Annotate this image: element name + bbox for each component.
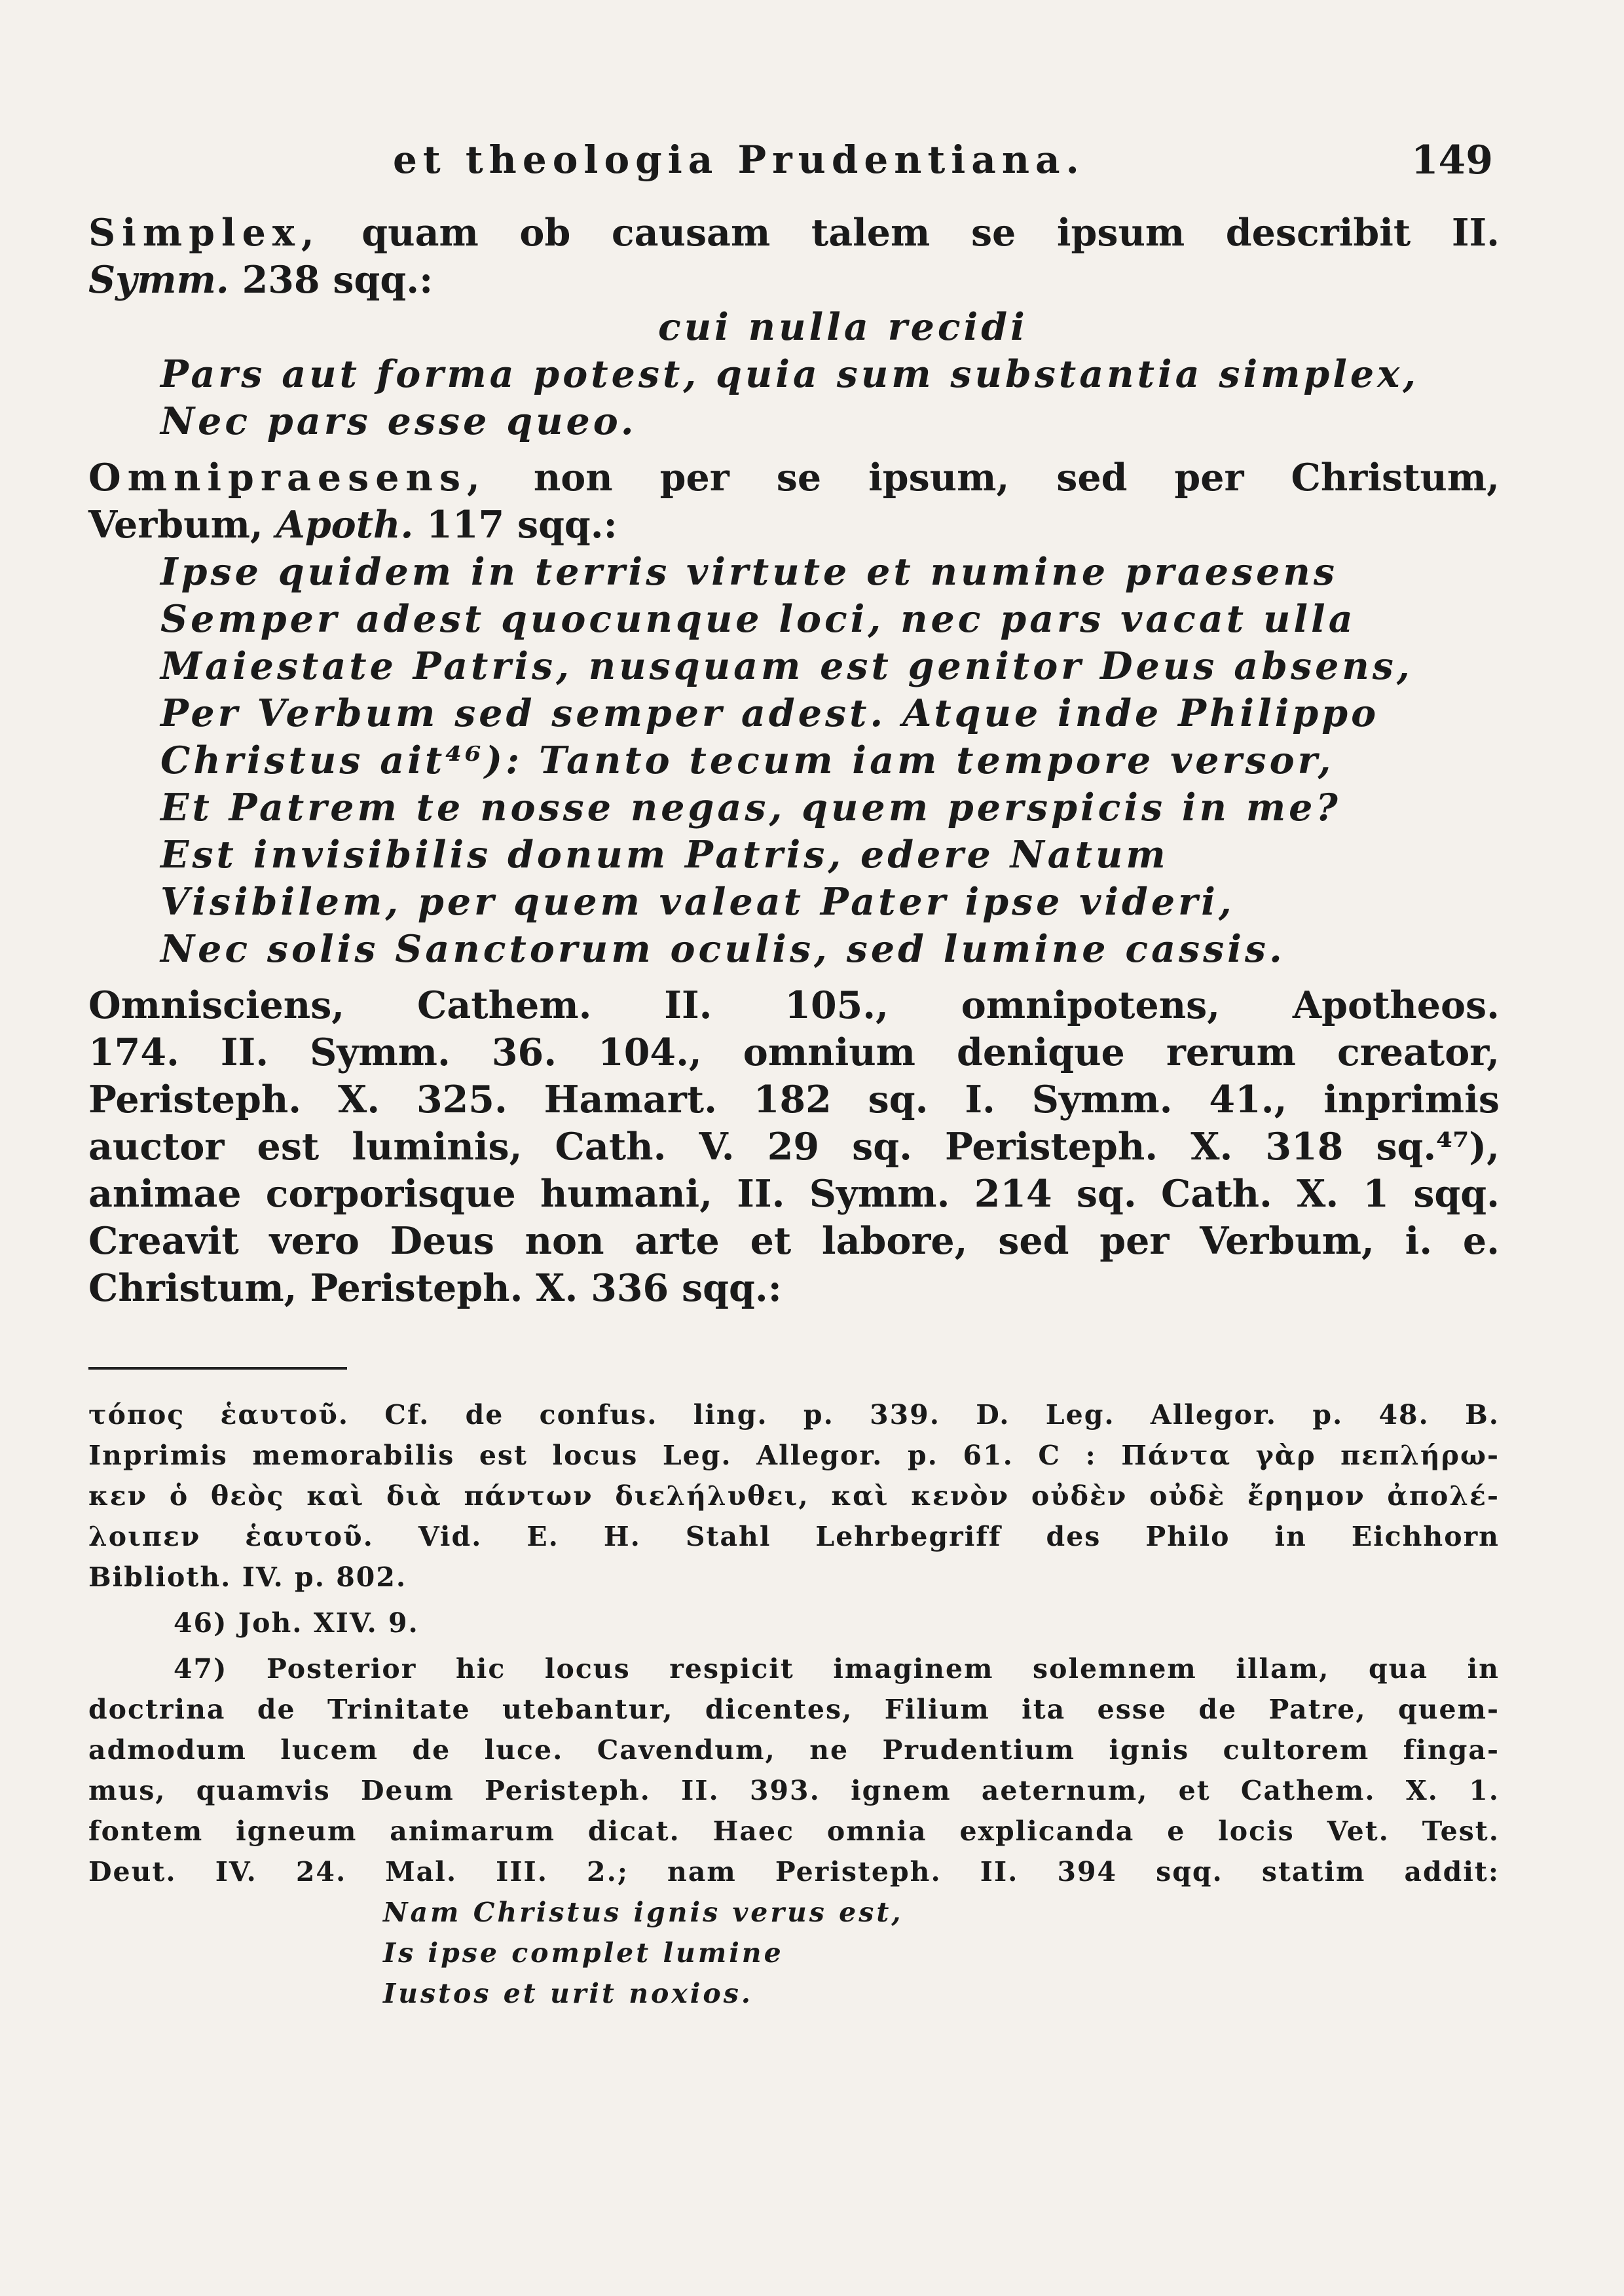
omnisciens-line: auctor est luminis, Cath. V. 29 sq. Peristeph. X. 318 sq.⁴⁷), [88, 1125, 1500, 1169]
verse-line: Ipse quidem in terris virtute et numine praesens [160, 550, 1338, 594]
footnote-47-verse [88, 1892, 1500, 2014]
omnipraesens-ref: Apoth. [276, 503, 414, 547]
simplex-ref-rest: 238 sqq.: [229, 258, 434, 302]
entry-simplex [88, 210, 1500, 445]
omnisciens-line: Creavit vero Deus non arte et labore, sed per Verbum, i. e. [88, 1219, 1500, 1263]
running-title: et theologia Prudentiana. [393, 137, 1085, 182]
verse-line: cui nulla recidi [658, 305, 1028, 349]
footnotes [88, 1394, 1500, 2014]
footnote-line: admodum lucem de luce. Cavendum, ne Prudentium ignis cultorem finga- [88, 1734, 1500, 1766]
footnote-separator [88, 1367, 347, 1370]
footnote-line: τόπος ἑαυτοῦ. Cf. de confus. ling. p. 339. D. Leg. Allegor. p. 48. B. [88, 1399, 1500, 1430]
footnote-line: Inprimis memorabilis est locus Leg. Allegor. p. 61. C : Πάντα γὰρ πεπλήρω- [88, 1440, 1500, 1471]
term-omnipraesens: Omnipraesens, [88, 456, 487, 500]
verse-line: Est invisibilis donum Patris, edere Natum [160, 833, 1169, 877]
footnote-line: 47) Posterior hic locus respicit imaginem solemnem illam, qua in [174, 1653, 1500, 1685]
entry-omnisciens [88, 982, 1500, 1312]
footnote-line: λοιπεν ἑαυτοῦ. Vid. E. H. Stahl Lehrbegriff des Philo in Eichhorn [88, 1521, 1500, 1552]
simplex-line-1 [88, 210, 1500, 257]
omnisciens-line: Christum, Peristeph. X. 336 sqq.: [88, 1266, 782, 1310]
verse-line: Christus ait⁴⁶): Tanto tecum iam tempore versor, [160, 738, 1335, 782]
omnisciens-line: Peristeph. X. 325. Hamart. 182 sq. I. Symm. 41., inprimis [88, 1078, 1500, 1121]
omnipraesens-line-2 [88, 501, 1500, 549]
omnipraesens-text: non per se ipsum, sed per Christum, [486, 456, 1500, 500]
footnote-line: fontem igneum animarum dicat. Haec omnia explicanda e locis Vet. Test. [88, 1815, 1500, 1847]
verse-line: Nam Christus ignis verus est, [383, 1897, 904, 1928]
verse-line: Semper adest quocunque loci, nec pars vacat ulla [160, 597, 1356, 641]
omnipraesens-verse [88, 549, 1500, 973]
main-text [88, 210, 1500, 1312]
verse-line: Pars aut forma potest, quia sum substantia simplex, [160, 352, 1420, 396]
verse-line: Iustos et urit noxios. [383, 1978, 754, 2009]
footnote-47 [88, 1649, 1500, 2014]
term-simplex: Simplex, [88, 211, 321, 255]
footnote-line: Biblioth. IV. p. 802. [88, 1561, 407, 1593]
footnote-45-continued [88, 1394, 1500, 1597]
verse-line: Nec pars esse queo. [160, 399, 637, 443]
simplex-line-2 [88, 257, 1500, 304]
simplex-text: quam ob causam talem se ipsum describit II. [320, 211, 1500, 255]
simplex-ref: Symm. [88, 258, 229, 302]
entry-omnipraesens [88, 454, 1500, 973]
footnote-line: doctrina de Trinitate utebantur, dicentes, Filium ita esse de Patre, quem- [88, 1694, 1500, 1725]
omnipraesens-line-1 [88, 454, 1500, 501]
verse-line: Maiestate Patris, nusquam est genitor Deus absens, [160, 644, 1413, 688]
verse-line: Et Patrem te nosse negas, quem perspicis in me? [160, 786, 1341, 829]
footnote-46: 46) Joh. XIV. 9. [174, 1607, 419, 1639]
simplex-verse [88, 304, 1500, 445]
omnipraesens-ref-rest: 117 sqq.: [413, 503, 618, 547]
running-header [393, 137, 1493, 190]
footnote-line: mus, quamvis Deum Peristeph. II. 393. ignem aeternum, et Cathem. X. 1. [88, 1775, 1500, 1806]
footnote-line: κεν ὁ θεὸς καὶ διὰ πάντων διελήλυθει, καὶ κενὸν οὐδὲν οὐδὲ ἔρημον ἀπολέ- [88, 1480, 1500, 1512]
omnipraesens-verbum: Verbum, [88, 503, 276, 547]
footnote-line: Deut. IV. 24. Mal. III. 2.; nam Peristeph. II. 394 sqq. statim addit: [88, 1856, 1500, 1887]
omnisciens-line: animae corporisque humani, II. Symm. 214 sq. Cath. X. 1 sqq. [88, 1172, 1500, 1216]
verse-line: Per Verbum sed semper adest. Atque inde Philippo [160, 691, 1380, 735]
omnisciens-line: Omnisciens, Cathem. II. 105., omnipotens, Apotheos. [88, 983, 1500, 1027]
omnisciens-line: 174. II. Symm. 36. 104., omnium denique rerum creator, [88, 1030, 1500, 1074]
verse-line: Visibilem, per quem valeat Pater ipse videri, [160, 880, 1235, 924]
page-number: 149 [1411, 137, 1493, 183]
verse-line: Nec solis Sanctorum oculis, sed lumine cassis. [160, 927, 1285, 971]
verse-line: Is ipse complet lumine [383, 1937, 784, 1969]
